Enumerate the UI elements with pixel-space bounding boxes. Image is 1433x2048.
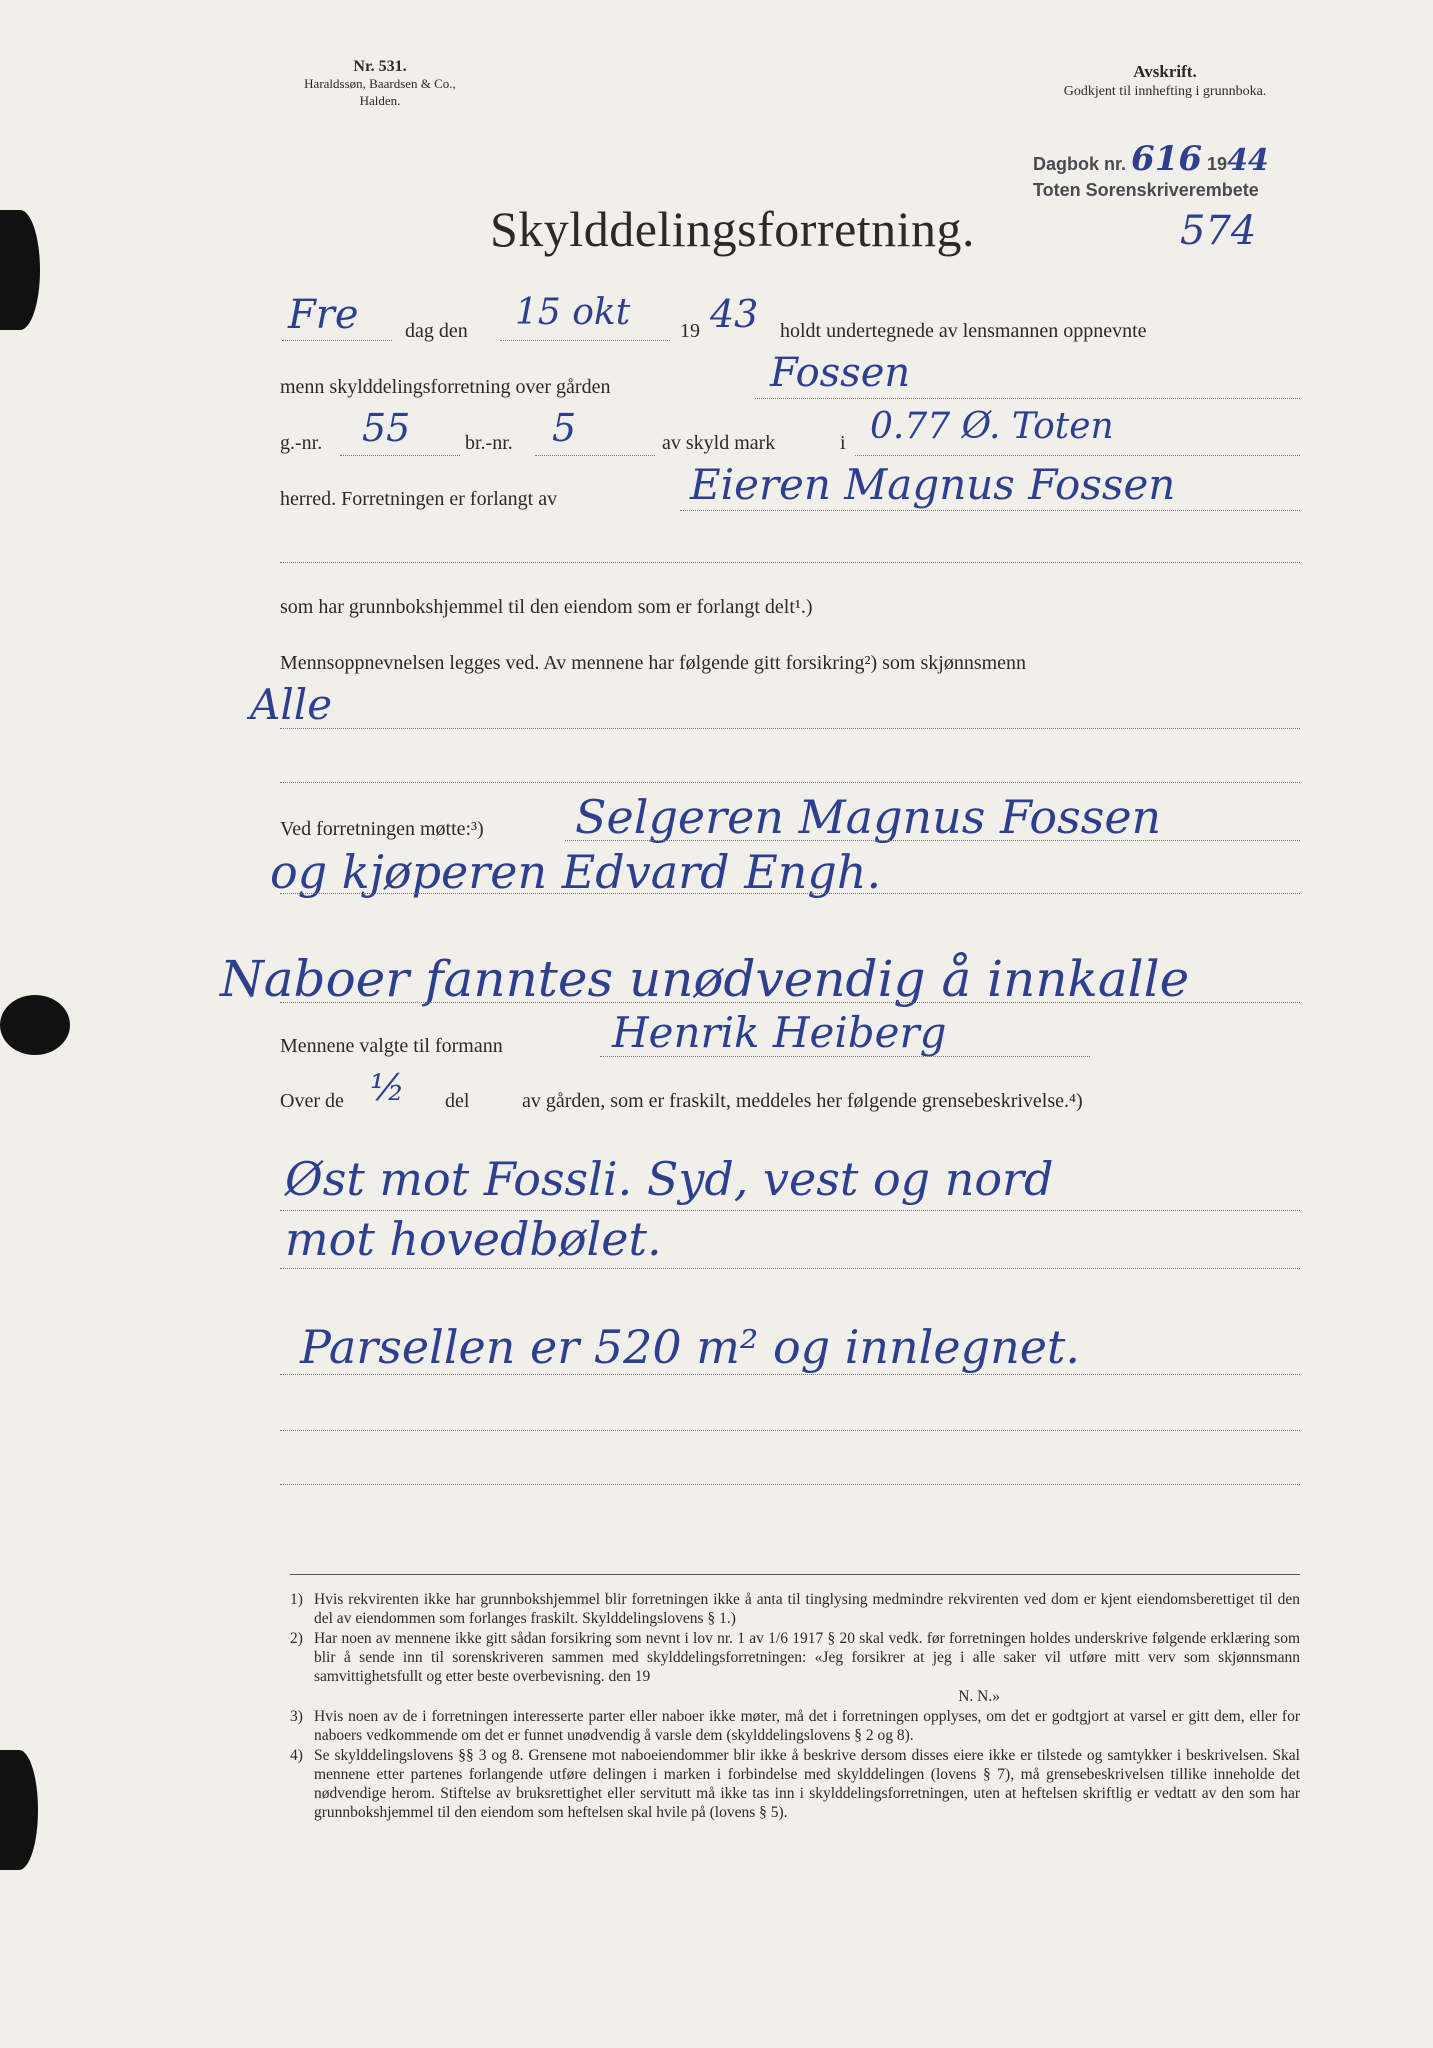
dotted-line: [855, 455, 1300, 456]
dotted-line: [340, 455, 460, 456]
binder-hole: [0, 1750, 38, 1870]
hw-attendees-1: Selgeren Magnus Fossen: [575, 790, 1162, 844]
journal-stamp: [1033, 139, 1269, 203]
label-over-garden: menn skylddelingsforretning over gården: [280, 376, 611, 398]
label-forlangt-av: herred. Forretningen er forlangt av: [280, 488, 558, 510]
hw-attendees-2: og kjøperen Edvard Engh.: [270, 845, 882, 899]
hw-requester: Eieren Magnus Fossen: [690, 460, 1176, 509]
footnote: 2) Har noen av mennene ikke gitt sådan forsikring som nevnt i lov nr. 1 av 1/6 1917 § 20 skal vedk. før forretningen holdes underskrive følgende erklæring som blir å sende inn til sorenskriveren sammen med skylddelingsforretningen: «Jeg forsikrer at jeg i alle saker vil utføre mitt verv som skjønnsmann samvittighetsfullt og etter beste overbevisning. den 19: [290, 1630, 1300, 1685]
hw-weekday: Fre: [288, 292, 359, 338]
hw-skyld: 0.77 Ø. Toten: [870, 406, 1114, 447]
label-mennsoppnevnelsen: Mennsoppnevnelsen legges ved. Av mennene har følgende gitt forsikring²) som skjønnsmenn: [280, 652, 1027, 674]
footnote: 3) Hvis noen av de i forretningen interesserte parter eller naboer ikke møter, må det i forretningen opplyses, om det er godtgjort at varsel er gitt dem, eller for naboers vedkommende om det er funnet unødvendig å varsle dem (skylddelingslovens § 2 og 8).: [290, 1708, 1300, 1744]
copy-note: [1000, 62, 1330, 102]
label-skyld: av skyld mark: [662, 432, 776, 454]
dotted-line: [280, 1430, 1300, 1431]
dotted-line: [280, 782, 1300, 783]
copy-subtext: Godkjent til innhefting i grunnboka.: [1063, 84, 1267, 99]
printer-info: [280, 58, 480, 109]
label-formann: Mennene valgte til formann: [280, 1035, 503, 1057]
dotted-line: [565, 840, 1300, 841]
printer-city: Halden.: [359, 93, 401, 108]
stamp-number: 616: [1131, 139, 1203, 179]
form-number: Nr. 531.: [353, 58, 407, 75]
hw-boundary-2: mot hovedbølet.: [285, 1212, 662, 1266]
dotted-line: [280, 562, 1300, 563]
binder-hole: [0, 210, 40, 330]
label-over-de: Over de: [280, 1090, 344, 1112]
hw-farm: Fossen: [770, 350, 911, 396]
dotted-line: [280, 1210, 1300, 1211]
dotted-line: [500, 340, 670, 341]
label-del: del: [445, 1090, 470, 1112]
dotted-line: [280, 1374, 1300, 1375]
label-holdt: holdt undertegnede av lensmannen oppnevnte: [780, 320, 1147, 342]
hw-date: 15 okt: [515, 292, 631, 333]
dotted-line: [280, 1484, 1300, 1485]
dotted-line: [280, 1268, 1300, 1269]
label-dag: dag den: [405, 320, 468, 342]
dotted-line: [280, 728, 1300, 729]
label-grensebeskrivelse: av gården, som er fraskilt, meddeles her følgende grensebeskrivelse.⁴): [522, 1090, 1083, 1112]
printer-name: Haraldssøn, Baardsen & Co.,: [304, 76, 456, 91]
dotted-line: [280, 893, 1300, 894]
stamp-extra-number: 574: [1180, 208, 1257, 254]
footnote: 4) Se skylddelingslovens §§ 3 og 8. Grensene mot naboeiendommer blir ikke å beskrive dersom disses eiere ikke er tilstede og samtykker i beskrivelsen. Skal mennene etter partenes forlangende utføre delingen i marken i forbindelse med skylddelingen (lovens § 7), må grensebeskrivelsen tillike inneholde det nødvendige herom. Stiftelse av bruksrettighet eller servitutt må ikke tas inn i skylddelingsforretningen, uten at heftelsen skriftlig er vedtatt av den som har grunnbokshjemmel til den eiendom som heftelsen skal hvile på (lovens § 5).: [290, 1747, 1300, 1821]
hw-gnr: 55: [362, 406, 411, 450]
stamp-year: 44: [1227, 143, 1269, 178]
footnote: 1) Hvis rekvirenten ikke har grunnbokshjemmel blir forretningen ikke å anta til tinglysing medmindre rekvirenten ved dom er kjent eiendomsberettiget til den del av eiendommen som forlanges fraskilt. Skylddelingslovens § 1.): [290, 1591, 1300, 1627]
label-grunnbokshjemmel: som har grunnbokshjemmel til den eiendom som er forlangt delt¹.): [280, 596, 813, 618]
label-i: i: [840, 432, 846, 454]
label-brnr: br.-nr.: [465, 432, 513, 454]
hw-chairman: Henrik Heiberg: [612, 1008, 947, 1057]
dotted-line: [535, 455, 655, 456]
copy-heading: Avskrift.: [1133, 62, 1197, 81]
hw-boundary-1: Øst mot Fossli. Syd, vest og nord: [285, 1152, 1054, 1206]
stamp-office: Toten Sorenskriverembete: [1033, 180, 1259, 200]
footnote-signature: N. N.»: [958, 1688, 1000, 1705]
dotted-line: [755, 398, 1300, 399]
dotted-line: [282, 340, 392, 341]
label-ved-forretningen: Ved forretningen møtte:³): [280, 818, 484, 840]
hw-fraction: ½: [370, 1068, 405, 1109]
hw-skjonnsmenn: Alle: [250, 680, 333, 729]
stamp-label: Dagbok nr.: [1033, 154, 1127, 174]
hw-brnr: 5: [552, 406, 577, 450]
hw-neighbours-note: Naboer fanntes unødvendig å innkalle: [220, 950, 1190, 1008]
stamp-year-prefix: 19: [1207, 154, 1228, 174]
hw-parcel-note: Parsellen er 520 m² og innlegnet.: [300, 1320, 1081, 1374]
dotted-line: [280, 1002, 1300, 1003]
dotted-line: [680, 510, 1300, 511]
binder-hole: [0, 995, 70, 1055]
label-19: 19: [680, 320, 700, 342]
page-title: Skylddelingsforretning.: [490, 201, 976, 257]
dotted-line: [600, 1056, 1090, 1057]
footnote-rule: [290, 1574, 1300, 1575]
footnotes: [290, 1590, 1300, 1823]
hw-year: 43: [710, 292, 759, 336]
label-gnr: g.-nr.: [280, 432, 323, 454]
